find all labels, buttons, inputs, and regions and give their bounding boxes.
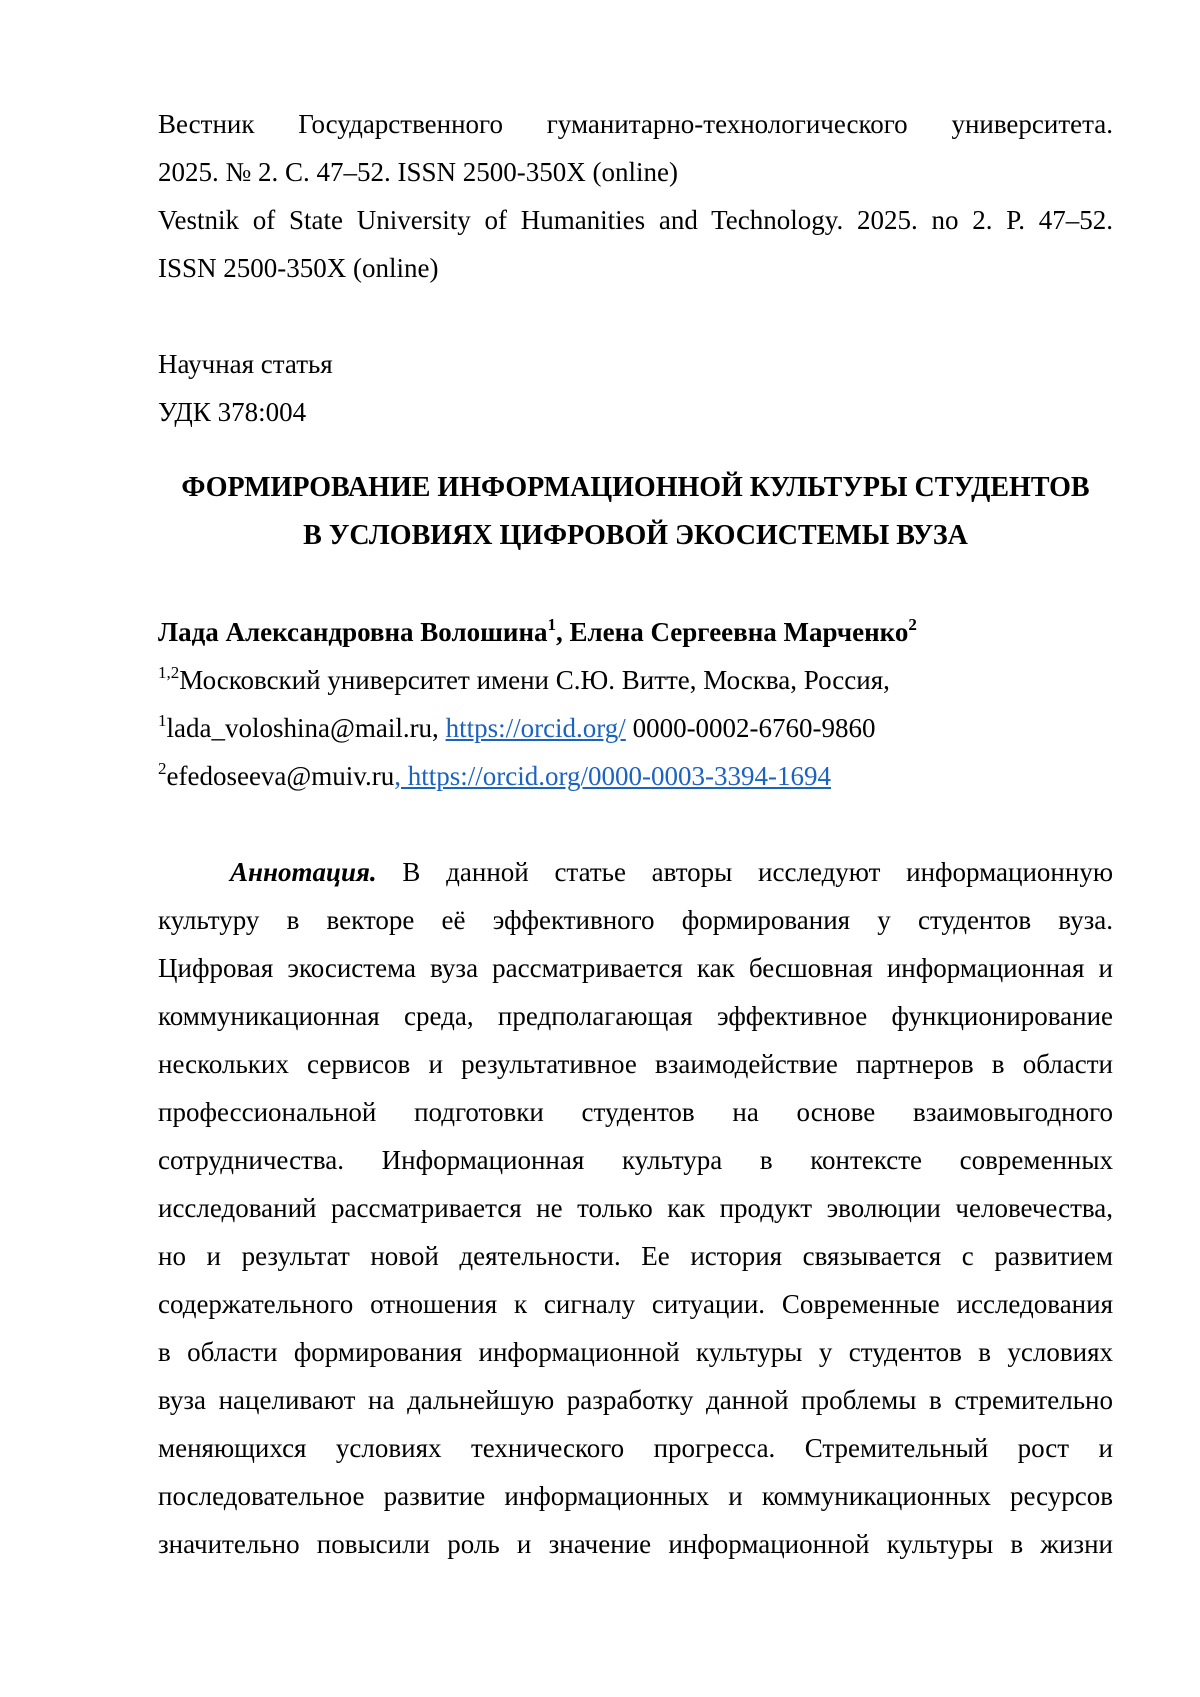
abstract-line: но и результат новой деятельности. Ее история связывается с развитием — [158, 1241, 1113, 1271]
page-content — [158, 100, 1113, 1568]
affiliation-line — [158, 656, 1113, 704]
journal-header-ru-line2: 2025. № 2. С. 47–52. ISSN 2500-350X (online) — [158, 157, 679, 187]
blank-line — [158, 560, 1113, 608]
blank-line — [158, 292, 1113, 340]
abstract-line: Цифровая экосистема вуза рассматривается как бесшовная информационная и — [158, 953, 1113, 983]
abstract-first-line — [158, 848, 1113, 896]
journal-header-en-line2: ISSN 2500-350X (online) — [158, 253, 439, 283]
abstract-line: культуру в векторе её эффективного формирования у студентов вуза. — [158, 905, 1113, 935]
article-type: Научная статья — [158, 349, 333, 379]
contact-1-email: lada_voloshina@mail.ru, — [166, 713, 446, 743]
abstract-line: содержательного отношения к сигналу ситуации. Современные исследования — [158, 1289, 1113, 1319]
contact-line-2 — [158, 752, 1113, 800]
affiliation-text: Московский университет имени С.Ю. Витте, Москва, Россия, — [179, 665, 890, 695]
abstract-line: сотрудничества. Информационная культура в контексте современных — [158, 1145, 1113, 1175]
blank-line — [158, 800, 1113, 848]
contact-2-email: efedoseeva@muiv.ru — [166, 761, 395, 791]
abstract-line: коммуникационная среда, предполагающая эффективное функционирование — [158, 1001, 1113, 1031]
abstract-line: в области формирования информационной культуры у студентов в условиях — [158, 1337, 1113, 1367]
abstract-label: Аннотация. — [230, 857, 377, 887]
article-title-line1: ФОРМИРОВАНИЕ ИНФОРМАЦИОННОЙ КУЛЬТУРЫ СТУДЕНТОВ — [181, 472, 1090, 503]
authors-line — [158, 608, 1113, 656]
author-2-superscript: 2 — [908, 615, 917, 634]
abstract-line: значительно повысили роль и значение информационной культуры в жизни — [158, 1529, 1113, 1559]
abstract-line: исследований рассматривается не только как продукт эволюции человечества, — [158, 1193, 1113, 1223]
author-name-2: Елена Сергеевна Марченко — [569, 617, 909, 647]
author-name-1: Лада Александровна Волошина — [158, 617, 548, 647]
contact-1-orcid-number: 0000-0002-6760-9860 — [625, 713, 876, 743]
orcid-link-2[interactable]: , https://orcid.org/0000-0003-3394-1694 — [394, 761, 832, 791]
journal-header-en-line1: Vestnik of State University of Humanities and Technology. 2025. no 2. P. 47–52. — [158, 205, 1113, 235]
udc-code: УДК 378:004 — [158, 397, 307, 427]
abstract-first-line-text: В данной статье авторы исследуют информационную — [376, 857, 1113, 887]
abstract-body — [158, 896, 1113, 1568]
abstract-line: меняющихся условиях технического прогресса. Стремительный рост и — [158, 1433, 1113, 1463]
orcid-link-1[interactable]: https://orcid.org/ — [445, 713, 626, 743]
contact-2-superscript: 2 — [158, 759, 167, 778]
contact-line-1 — [158, 704, 1113, 752]
author-1-superscript: 1 — [547, 615, 557, 634]
contact-1-superscript: 1 — [158, 711, 167, 730]
journal-header-ru-line1: Вестник Государственного гуманитарно-технологического университета. — [158, 109, 1113, 139]
abstract-line: вуза нацеливают на дальнейшую разработку данной проблемы в стремительно — [158, 1385, 1113, 1415]
abstract-line: профессиональной подготовки студентов на основе взаимовыгодного — [158, 1097, 1113, 1127]
abstract-line: последовательное развитие информационных и коммуникационных ресурсов — [158, 1481, 1113, 1511]
affiliation-superscript: 1,2 — [158, 663, 180, 682]
blank-line — [158, 436, 1113, 464]
authors-separator: , — [556, 617, 570, 647]
abstract-line: нескольких сервисов и результативное взаимодействие партнеров в области — [158, 1049, 1113, 1079]
article-title-line2: В УСЛОВИЯХ ЦИФРОВОЙ ЭКОСИСТЕМЫ ВУЗА — [303, 520, 968, 551]
